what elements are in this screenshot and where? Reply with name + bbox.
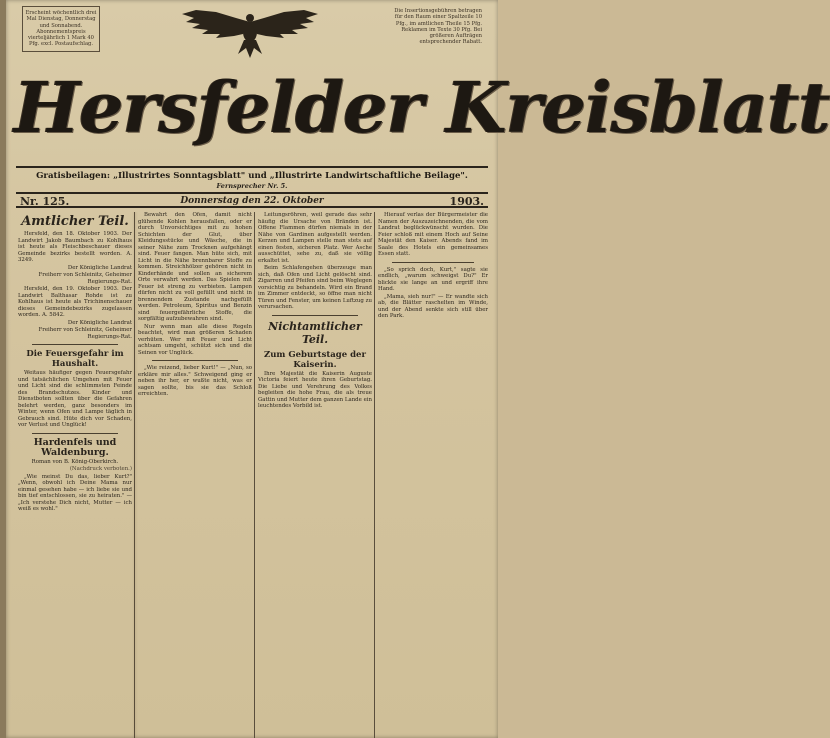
issue-line bbox=[16, 192, 488, 208]
article-body: Bewahrt den Ofen, damit nicht glühende Kohlen herausfallen, oder er durch Unvorsichtiges mit zu hohen Schichten der Glut, über Kleidungsstücke und Wäsche, die in seiner Nähe zum Trocknen aufgehängt sind. Feuer fangen. Man hüte sich, mit Licht in die Nähe brennbarer Stoffe zu kommen. Streichhölzer gehören nicht in Kinderhände und sollen an sicherem Orte verwahrt werden. Das Spielen mit Feuer ist streng zu verbieten. Lampen dürfen nicht zu voll gefüllt und nicht in brennendem Zustande nachgefüllt werden. Petroleum, Spiritus und Benzin sind feuergefährliche Stoffe, die sorgfältig aufzubewahren sind. bbox=[138, 212, 252, 322]
divider bbox=[152, 360, 238, 361]
issue-date: Donnerstag den 22. Oktober bbox=[180, 196, 324, 206]
divider bbox=[272, 315, 358, 316]
article-heading-fire: Die Feuersgefahr im Haushalt. bbox=[26, 349, 124, 369]
article-body: Ihre Majestät die Kaiserin Auguste Victoria feiert heute ihren Geburtstag. Die Liebe und Verehrung des Volkes begleiten die hohe Frau, die als treue Gattin und Mutter dem ganzen Lande ein leuchtendes Vorbild ist. bbox=[258, 370, 372, 409]
column-divider bbox=[374, 212, 375, 738]
serial-byline: Roman von B. König-Oberkirch. bbox=[31, 458, 119, 465]
notice-signature: Freiherr von Schleinitz, Geheimer Regierungs-Rat. bbox=[38, 272, 132, 285]
column-2 bbox=[138, 212, 252, 738]
article-body: Weitaus häufiger gegen Feuersgefahr und tatsächlichen Umgehen mit Feuer und Licht sind die schlimmsten Feinde des Brandschutzes. Kinder und Dienstboten sollten über die Gefahren belehrt werden, ganz besonders im Winter, wenn Ofen und Lampe täglich in Gebrauch sind. Hüte dich vor Schaden, vor Verlust und Unglück! bbox=[18, 370, 132, 428]
article-body: Hierauf verlas der Bürgermeister die Namen der Auszuzeichnenden, die vom Landrat beglückwünscht wurden. Die Feier schloß mit einem Hoch auf Seine Majestät den Kaiser. Abends fand im Saale des Hotels ein gemeinsames Essen statt. bbox=[378, 212, 488, 257]
divider bbox=[392, 262, 474, 263]
page-fold bbox=[132, 212, 138, 738]
article-body: Beim Schlafengehen überzeuge man sich, daß Ofen und Licht gelöscht sind. Zigarren und Pfeifen sind beim Weglegen vorsichtig zu behandeln. Wird ein Brand im Zimmer entdeckt, so öffne man nicht Türen und Fenster, um keinen Luftzug zu verursachen. bbox=[258, 265, 372, 310]
serial-body: „Wie meinst Du das, lieber Kurt?" „Wenn, obwohl ich Deine Mama nur einmal gesehen habe — ich liebe sie und bin tief entschlossen, sie zu heiraten." — „Ich verstehe Dich nicht, Mutter — ich weiß es wohl." bbox=[18, 473, 132, 512]
divider bbox=[32, 344, 118, 345]
column-4 bbox=[378, 212, 488, 738]
section-heading-nonofficial: Nichtamtlicher Teil. bbox=[268, 319, 362, 346]
section-heading-official: Amtlicher Teil. bbox=[21, 214, 129, 229]
official-notice: Hersfeld, den 19. Oktober 1903. Der Landwirt Balthasar Rohde ist zu Kohlhaus ist heute als Trichinenschauer dieses Gemeindebezirks zugelassen worden. A. 5842. bbox=[18, 286, 132, 318]
masthead-title: Hersfelder Kreisblatt bbox=[14, 66, 830, 149]
article-body: Nur wenn man alle diese Regeln beachtet, wird man größeren Schaden verhüten. Wer mit Feuer und Licht achtsam umgeht, schützt sich und die Seinen vor Unglück. bbox=[138, 323, 252, 356]
column-3 bbox=[258, 212, 372, 738]
reprint-notice: (Nachdruck verboten.) bbox=[69, 466, 132, 472]
serial-body: „Mama, sieh nur!" — Er wandte sich ab, die Blätter raschelten im Winde, und der Abend senkte sich still über den Park. bbox=[378, 293, 488, 319]
article-heading-empress: Zum Geburtstage der Kaiserin. bbox=[264, 349, 366, 370]
issue-number: Nr. 125. bbox=[20, 195, 70, 208]
newspaper-page bbox=[6, 0, 830, 738]
eagle-emblem-icon bbox=[176, 4, 324, 60]
article-body: Leitungsröhren, weil gerade das sehr häufig die Ursache von Bränden ist. Offene Flammen dürfen niemals in der Nähe von Gardinen aufgestellt werden. Kerzen und Lampen stelle man stets auf einen festen, sicheren Platz. Wer Asche ausschüttet, sehe zu, daß sie völlig erkaltet ist. bbox=[258, 212, 372, 264]
notice-signature: Der Königliche Landrat bbox=[67, 319, 132, 326]
notice-signature: Freiherr von Schleinitz, Geheimer Regierungs-Rat. bbox=[38, 327, 132, 340]
serial-heading: Hardenfels und Waldenburg. bbox=[33, 436, 117, 458]
column-divider bbox=[254, 212, 255, 738]
advertising-box: Die Insertionsgebühren betragen für den Raum einer Spaltzeile 10 Pfg., im amtlichen Theile 15 Pfg. Reklamen im Texte 30 Pfg. Bei größeren Aufträgen entsprechender Rabatt. bbox=[394, 8, 482, 46]
issue-year: 1903. bbox=[449, 195, 484, 208]
serial-body: „Wie reizend, lieber Kurt!" — „Nun, so erkläre mir alles." Schweigend ging er neben ihr her, er wußte nicht, was er sagen sollte, bis sie das Schloß erreichten. bbox=[138, 365, 252, 397]
serial-body: „So sprich doch, Kurt," sagte sie endlich, „warum schweigst Du?" Er blickte sie lange an und ergriff ihre Hand. bbox=[378, 266, 488, 292]
masthead-rule bbox=[16, 166, 488, 168]
supplement-line: Gratisbeilagen: „Illustrirtes Sonntagsblatt" und „Illustrirte Landwirtschaftliche Beilage". bbox=[36, 171, 468, 181]
phone-line: Fernsprecher Nr. 5. bbox=[216, 182, 288, 190]
column-1 bbox=[18, 212, 132, 738]
official-notice: Hersfeld, den 18. Oktober 1903. Der Landwirt Jakob Baumbach zu Kohlhaus ist heute als Fleischbeschauer dieses Gemeinde bezirks bestellt worden. A. 3249. bbox=[18, 231, 132, 263]
divider bbox=[32, 433, 118, 434]
subscription-box: Erscheint wöchentlich drei Mal Dienstag, Donnerstag und Sonnabend. Abonnementspreis vierteljährlich 1 Mark 40 Pfg. excl. Postaufschlag. bbox=[22, 6, 100, 52]
notice-signature: Der Königliche Landrat bbox=[67, 264, 132, 271]
